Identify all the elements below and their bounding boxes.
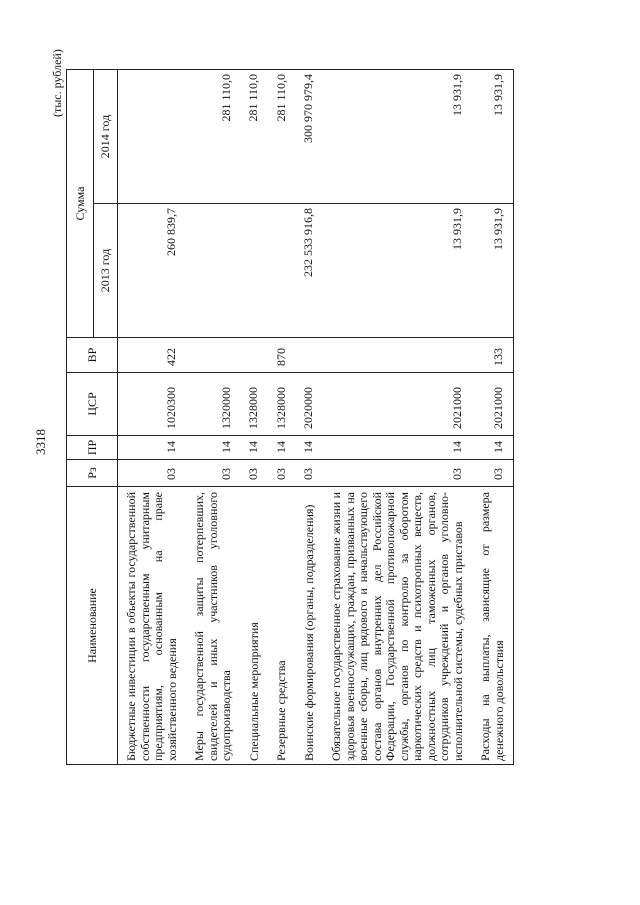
row-rz: 03 <box>323 460 472 487</box>
row-pr: 14 <box>118 436 187 460</box>
row-csr: 2021000 <box>472 373 514 436</box>
row-pr: 14 <box>472 436 514 460</box>
table-row <box>241 69 269 764</box>
row-csr: 2020000 <box>296 373 324 436</box>
row-rz: 03 <box>296 460 324 487</box>
row-vr: 422 <box>118 338 187 373</box>
header-vr: ВР <box>67 338 118 373</box>
budget-table <box>66 69 514 765</box>
row-vr: 133 <box>472 338 514 373</box>
row-name: Специальные мероприятия <box>241 487 269 765</box>
table-row <box>268 69 296 764</box>
header-2013: 2013 год <box>94 204 118 338</box>
row-csr: 1328000 <box>268 373 296 436</box>
row-name: Воинские формирования (органы, подразделения) <box>296 487 324 765</box>
row-sum-2013 <box>241 204 269 338</box>
row-sum-2013: 232 533 916,8 <box>296 204 324 338</box>
header-rz: Рз <box>67 460 118 487</box>
row-csr: 2021000 <box>323 373 472 436</box>
units-label: (тыс. рублей) <box>50 49 64 117</box>
header-name: Наименование <box>67 487 118 765</box>
header-sum: Сумма <box>67 69 94 337</box>
header-2014: 2014 год <box>94 69 118 203</box>
row-sum-2014: 300 970 979,4 <box>296 69 324 203</box>
row-sum-2014: 281 110,0 <box>268 69 296 203</box>
row-vr <box>296 338 324 373</box>
table-row <box>296 69 324 764</box>
row-sum-2013: 260 839,7 <box>118 204 187 338</box>
row-csr: 1320000 <box>186 373 241 436</box>
row-pr: 14 <box>296 436 324 460</box>
row-sum-2014: 281 110,0 <box>186 69 241 203</box>
row-sum-2013: 13 931,9 <box>472 204 514 338</box>
row-rz: 03 <box>472 460 514 487</box>
row-name: Бюджетные инвестиции в объекты государственной собственности государственным унитарным предприятиям, основанным на праве хозяйственного ведения <box>118 487 187 765</box>
row-pr: 14 <box>268 436 296 460</box>
row-rz: 03 <box>241 460 269 487</box>
row-sum-2014 <box>118 69 187 203</box>
table-row <box>323 69 472 764</box>
table-row <box>118 69 187 764</box>
row-pr: 14 <box>241 436 269 460</box>
row-csr: 1328000 <box>241 373 269 436</box>
page-number: 3318 <box>33 429 48 455</box>
row-name: Обязательное государственное страхование жизни и здоровья военнослужащих, граждан, призванных на военные сборы, лиц рядового и начальствующего состава органов внутренних дел Российской Федерации, Государственной противопожарной службы, органов по контролю за оборотом наркотических средств и психотропных веществ, должностных лиц таможенных органов, сотрудников учреждений и органов уголовно-исполнительной системы, судебных приставов <box>323 487 472 765</box>
row-sum-2013: 13 931,9 <box>323 204 472 338</box>
row-name: Меры государственной защиты потерпевших, свидетелей и иных участников уголовного судопроизводства <box>186 487 241 765</box>
row-sum-2014: 13 931,9 <box>323 69 472 203</box>
table-row <box>472 69 514 764</box>
header-pr: ПР <box>67 436 118 460</box>
row-sum-2014: 281 110,0 <box>241 69 269 203</box>
row-rz: 03 <box>186 460 241 487</box>
row-name: Расходы на выплаты, зависящие от размера денежного довольствия <box>472 487 514 765</box>
row-sum-2013 <box>268 204 296 338</box>
row-vr <box>323 338 472 373</box>
row-rz: 03 <box>118 460 187 487</box>
row-pr: 14 <box>323 436 472 460</box>
row-pr: 14 <box>186 436 241 460</box>
row-vr: 870 <box>268 338 296 373</box>
table-row <box>186 69 241 764</box>
row-sum-2014: 13 931,9 <box>472 69 514 203</box>
row-sum-2013 <box>186 204 241 338</box>
row-vr <box>186 338 241 373</box>
row-csr: 1020300 <box>118 373 187 436</box>
row-name: Резервные средства <box>268 487 296 765</box>
row-vr <box>241 338 269 373</box>
header-csr: ЦСР <box>67 373 118 436</box>
row-rz: 03 <box>268 460 296 487</box>
